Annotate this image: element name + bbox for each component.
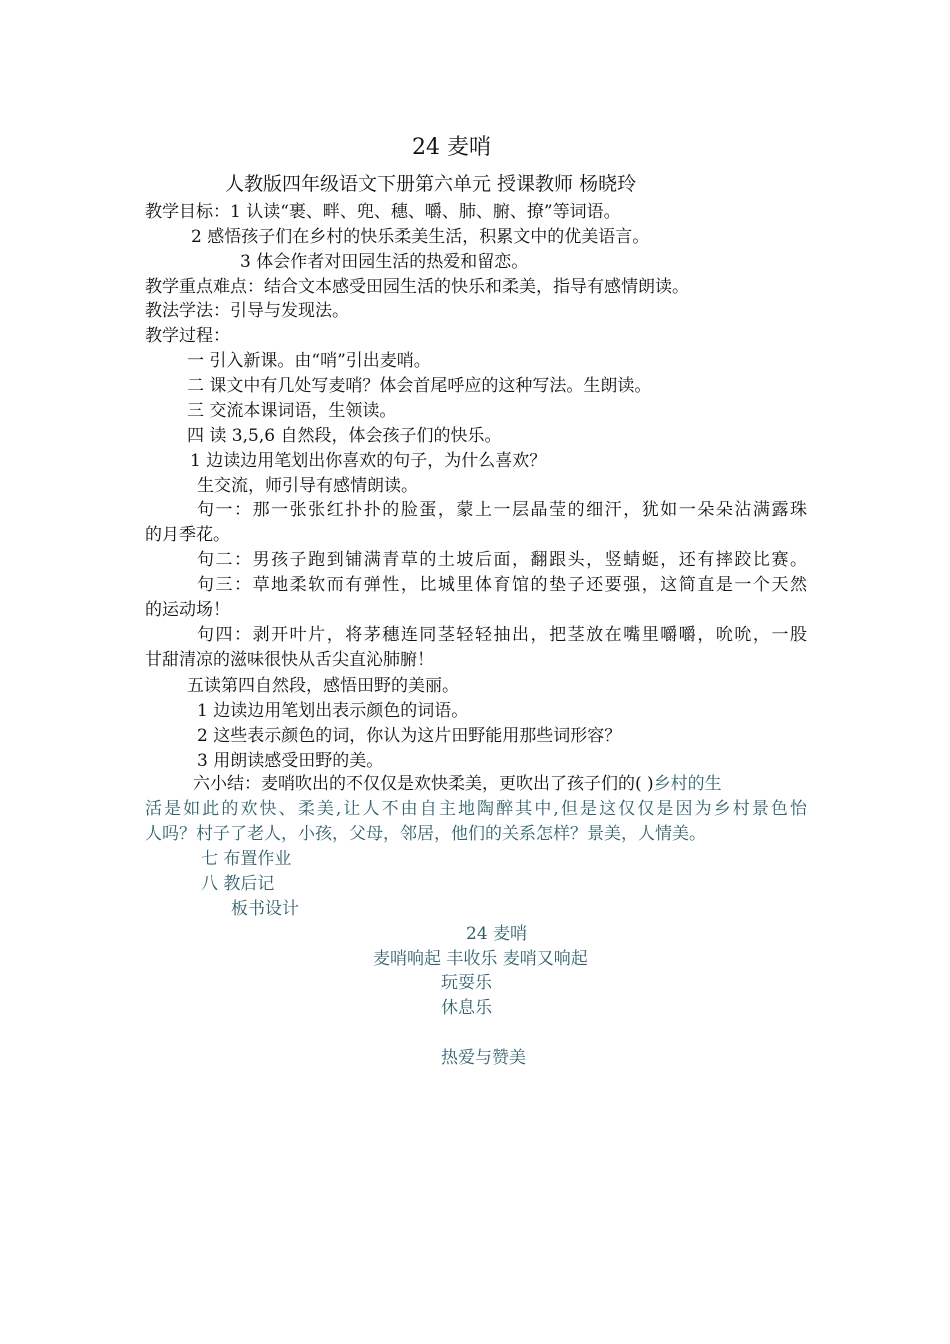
process-step-2: 二 课文中有几处写麦哨？体会首尾呼应的这种写法。生朗读。 <box>187 376 652 396</box>
sentence-1-line-1: 句一：那一张张红扑扑的脸蛋，蒙上一层晶莹的细汗，犹如一朵朵沾满露珠 <box>197 500 807 520</box>
process-step-3: 三 交流本课词语，生领读。 <box>187 401 397 421</box>
board-heading: 板书设计 <box>231 899 299 919</box>
summary-line-1 <box>193 772 722 796</box>
process-step-4: 四 读 3,5,6 自然段，体会孩子们的快乐。 <box>187 426 502 446</box>
process-step-1: 一 引入新课。由“哨”引出麦哨。 <box>187 351 431 371</box>
summary-line-3: 人吗？村子了老人，小孩，父母，邻居，他们的关系怎样？景美，人情美。 <box>145 824 706 844</box>
document-subtitle: 人教版四年级语文下册第六单元 授课教师 杨晓玲 <box>225 173 637 195</box>
process-step-5-3: 3 用朗读感受田野的美。 <box>197 751 384 771</box>
sentence-4-line-1: 句四：剥开叶片，将茅穗连同茎轻轻抽出，把茎放在嘴里嚼嚼，吮吮，一股 <box>197 625 807 645</box>
process-step-8: 八 教后记 <box>201 874 275 894</box>
process-step-5-2: 2 这些表示颜色的词，你认为这片田野能用那些词形容？ <box>197 726 622 746</box>
board-title: 24 麦哨 <box>466 924 528 944</box>
process-heading: 教学过程： <box>145 326 230 346</box>
methods: 教法学法：引导与发现法。 <box>145 301 349 321</box>
goal-line-2: 2 感悟孩子们在乡村的快乐柔美生活，积累文中的优美语言。 <box>191 227 650 247</box>
goal-line-3: 3 体会作者对田园生活的热爱和留恋。 <box>240 252 529 272</box>
process-step-4-2: 生交流，师引导有感情朗读。 <box>197 476 418 496</box>
sentence-3-line-2: 的运动场！ <box>145 600 230 620</box>
summary-line-1-highlight: 乡村的生 <box>653 774 722 794</box>
process-step-7: 七 布置作业 <box>201 849 292 869</box>
sentence-3-line-1: 句三：草地柔软而有弹性，比城里体育馆的垫子还要强，这简直是一个天然 <box>197 575 807 595</box>
sentence-4-line-2: 甘甜清凉的滋味很快从舌尖直沁肺腑！ <box>145 650 434 670</box>
document-title: 24 麦哨 <box>412 135 491 160</box>
process-step-4-1: 1 边读边用笔划出你喜欢的句子，为什么喜欢？ <box>190 451 547 471</box>
process-step-5: 五读第四自然段，感悟田野的美丽。 <box>187 676 459 696</box>
board-line-4: 热爱与赞美 <box>441 1048 526 1068</box>
board-line-2: 玩耍乐 <box>441 973 492 993</box>
summary-line-2: 活是如此的欢快、柔美,让人不由自主地陶醉其中,但是这仅仅是因为乡村景色怡 <box>145 799 807 819</box>
sentence-1-line-2: 的月季花。 <box>145 525 230 545</box>
summary-line-1-text: 六小结：麦哨吹出的不仅仅是欢快柔美，更吹出了孩子们的( ) <box>193 774 654 794</box>
goal-line-1: 教学目标：1 认读“裹、畔、兜、穗、嚼、肺、腑、撩”等词语。 <box>145 202 621 222</box>
key-points: 教学重点难点：结合文本感受田园生活的快乐和柔美，指导有感情朗读。 <box>145 277 689 297</box>
process-step-5-1: 1 边读边用笔划出表示颜色的词语。 <box>197 701 469 721</box>
board-line-1: 麦哨响起 丰收乐 麦哨又响起 <box>373 949 588 969</box>
board-line-3: 休息乐 <box>441 998 492 1018</box>
sentence-2: 句二：男孩子跑到铺满青草的土坡后面，翻跟头，竖蜻蜓，还有摔跤比赛。 <box>197 550 807 570</box>
